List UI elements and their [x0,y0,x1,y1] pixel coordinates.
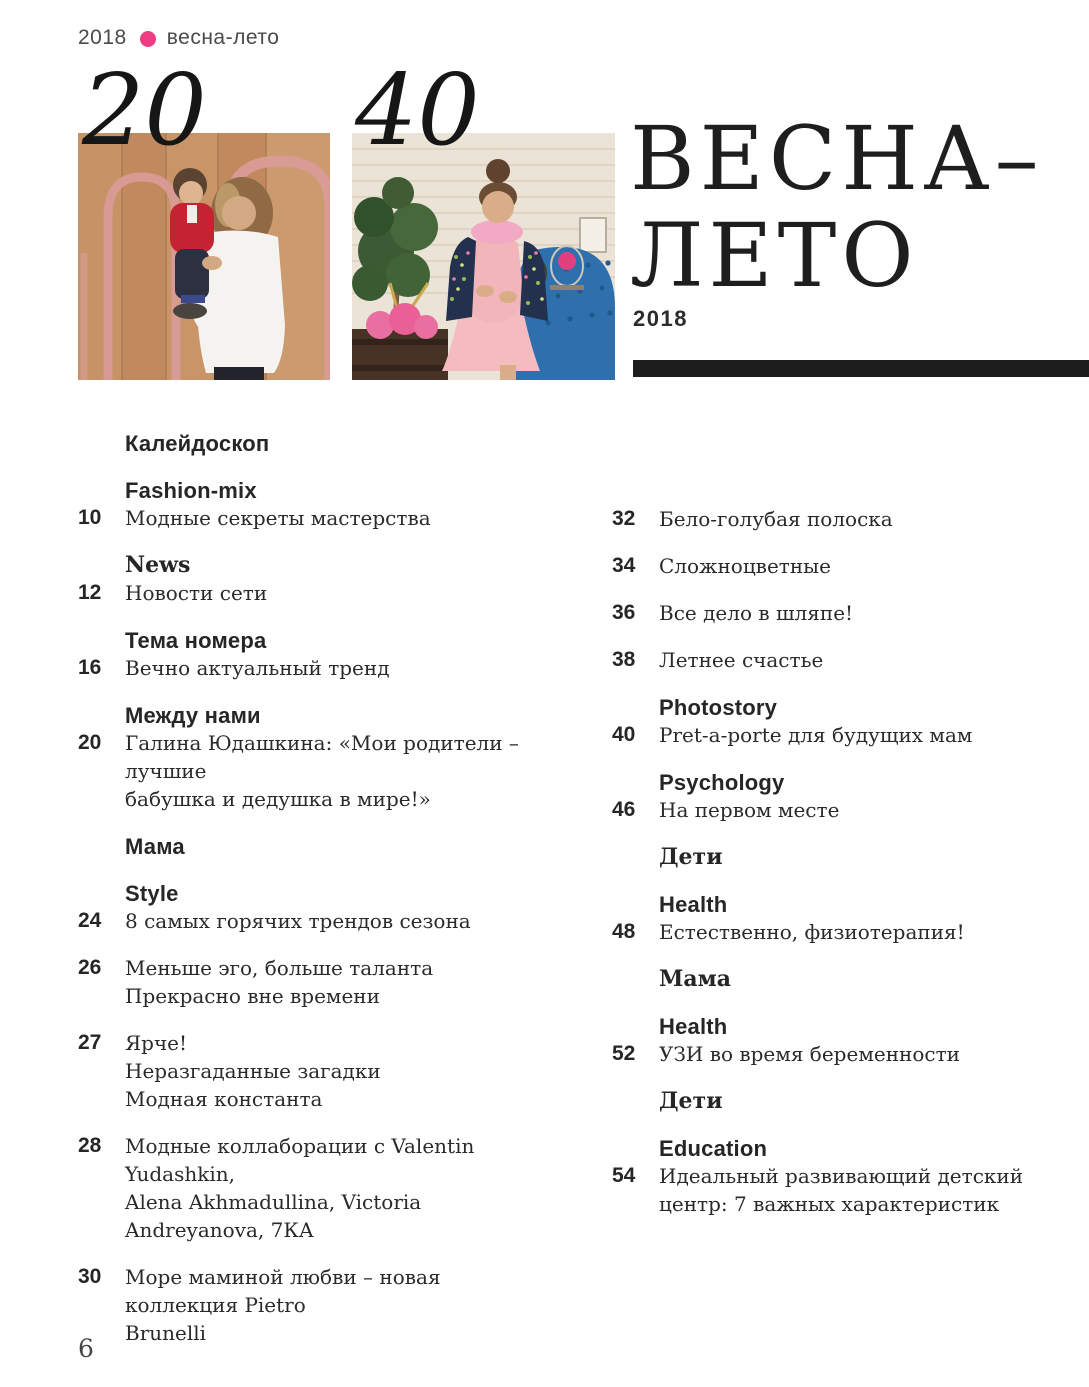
toc-section [612,844,1089,871]
toc-section-header: Psychology [659,770,785,795]
toc-section-header: Health [659,892,728,917]
toc-column-left [78,430,558,1367]
toc-section-header: Photostory [659,695,778,720]
toc-entry-page-number: 30 [78,1265,102,1288]
toc-entry-title: Идеальный развивающий детский центр: 7 важных характеристик [659,1164,1024,1216]
toc-entry [78,654,558,682]
hero-page-number-40: 40 [355,54,480,168]
toc-entry-title: Галина Юдашкина: «Мои родители – лучшие бабушка и дедушка в мире!» [125,731,519,811]
toc-items [612,1040,1089,1068]
toc-entry-title: Вечно актуальный тренд [125,656,390,680]
toc-entry [78,954,558,1010]
toc-entry [78,1263,558,1347]
toc-column-right [612,505,1089,1238]
toc-entry-title: Естественно, физиотерапия! [659,920,965,944]
toc-entry-page-number: 38 [612,648,636,671]
toc-entry-page-number: 48 [612,920,636,943]
toc-entry-title: Бело-голубая полоска [659,507,893,531]
toc-section [78,552,558,607]
toc-items [612,505,1089,674]
toc-entry [78,1029,558,1113]
toc-items [78,504,558,532]
toc-entry [78,729,558,813]
toc-entry-page-number: 27 [78,1031,102,1054]
toc-entry [78,504,558,532]
toc-section [612,694,1089,749]
toc-entry-page-number: 32 [612,507,636,530]
toc-section [612,966,1089,993]
toc-section-header: Калейдоскоп [125,431,270,456]
toc-section [78,430,558,457]
toc-items [612,796,1089,824]
toc-section-header: Fashion-mix [125,478,257,503]
toc-entry-title: Ярче! Неразгаданные загадки Модная константа [125,1031,381,1111]
toc-entry-title: Море маминой любви – новая коллекция Pietro Brunelli [125,1265,441,1345]
toc-entry [612,1162,1089,1218]
toc-items [78,654,558,682]
toc-entry-title: На первом месте [659,798,840,822]
toc-section-header: Мама [125,834,185,859]
photo-mother-with-child [78,133,330,380]
hero-page-number-20: 20 [82,54,207,168]
toc-items [612,1162,1089,1218]
toc-section [612,891,1089,946]
toc-entry-title: Модные коллаборации с Valentin Yudashkin, Alena Akhmadullina, Victoria Andreyanova, 7КА [125,1134,475,1242]
toc-section-header: Мама [659,966,731,992]
toc-section [612,1088,1089,1115]
toc-entry [612,599,1089,627]
toc-items [78,579,558,607]
toc-entry-title: Pret-a-porte для будущих мам [659,723,973,747]
toc-entry-page-number: 26 [78,956,102,979]
toc-section-header: News [125,552,191,578]
toc-section [612,769,1089,824]
toc-section [612,505,1089,674]
toc-entry-title: 8 самых горячих трендов сезона [125,909,471,933]
toc-entry-page-number: 36 [612,601,636,624]
toc-section [78,880,558,1347]
masthead-title-line1: ВЕСНА– [630,107,1044,210]
toc-section [78,833,558,860]
toc-entry [78,1132,558,1244]
toc-items [612,721,1089,749]
toc-entry-page-number: 16 [78,656,102,679]
masthead-year: 2018 [633,306,688,331]
toc-entry-title: УЗИ во время беременности [659,1042,961,1066]
issue-strip [78,26,279,50]
toc-entry [612,721,1089,749]
toc-entry-page-number: 54 [612,1164,636,1187]
toc-section-header: Дети [659,844,723,870]
toc-entry-title: Летнее счастье [659,648,824,672]
toc-entry [78,907,558,935]
photo-pregnant-woman [352,133,615,380]
toc-section-header: Между нами [125,703,261,728]
toc-entry-title: Все дело в шляпе! [659,601,854,625]
toc-entry [612,552,1089,580]
toc-entry-page-number: 34 [612,554,636,577]
issue-season-label: весна-лето [166,26,280,49]
folio-page-number: 6 [78,1334,94,1363]
toc-entry [612,505,1089,533]
toc-entry [612,918,1089,946]
pink-dot-icon [140,31,156,47]
toc-entry [78,579,558,607]
toc-entry-title: Новости сети [125,581,268,605]
toc-section-header: Style [125,881,179,906]
masthead-title [630,107,1044,307]
masthead-title-line2: ЛЕТО [630,204,919,307]
toc-entry-page-number: 12 [78,581,102,604]
toc-entry-title: Модные секреты мастерства [125,506,431,530]
toc-entry-page-number: 10 [78,506,102,529]
toc-section-header: Тема номера [125,628,267,653]
toc-section-header: Education [659,1136,768,1161]
toc-section [78,627,558,682]
toc-section-header: Дети [659,1088,723,1114]
toc-entry-page-number: 52 [612,1042,636,1065]
toc-items [612,918,1089,946]
toc-entry-page-number: 24 [78,909,102,932]
toc-entry-title: Сложноцветные [659,554,831,578]
toc-entry [612,796,1089,824]
toc-section-header: Health [659,1014,728,1039]
issue-year-label: 2018 [78,26,127,49]
toc-entry-title: Меньше эго, больше таланта Прекрасно вне времени [125,956,434,1008]
toc-section [612,1013,1089,1068]
toc-entry-page-number: 40 [612,723,636,746]
toc-entry [612,646,1089,674]
masthead-black-bar [633,360,1089,377]
toc-section [78,702,558,813]
toc-section [612,1135,1089,1218]
toc-entry-page-number: 28 [78,1134,102,1157]
toc-items [78,729,558,813]
toc-section [78,477,558,532]
toc-entry-page-number: 20 [78,731,102,754]
toc-items [78,907,558,1347]
toc-entry [612,1040,1089,1068]
toc-entry-page-number: 46 [612,798,636,821]
